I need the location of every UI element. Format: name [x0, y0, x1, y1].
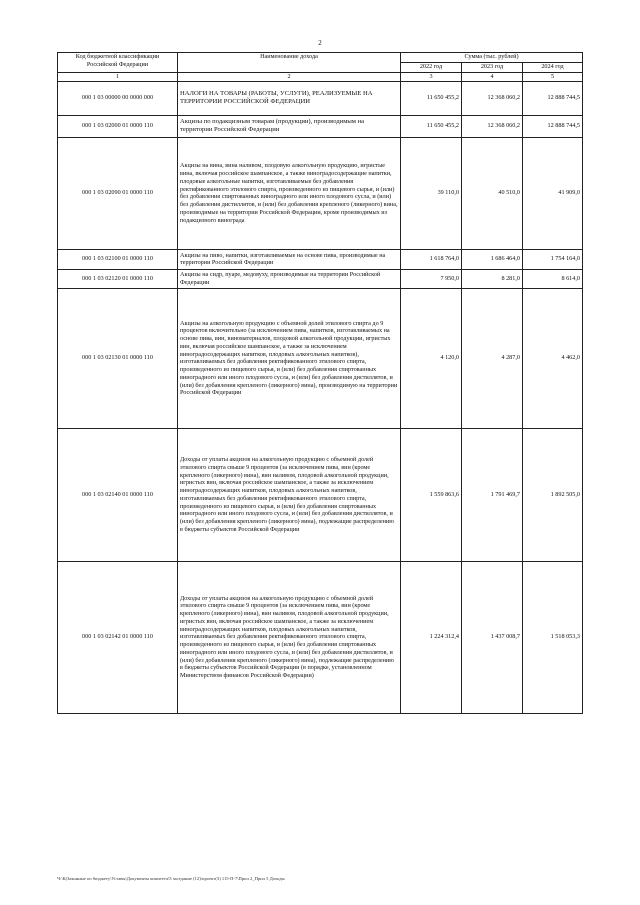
row-code: 000 1 03 02090 01 0000 110 [58, 137, 178, 249]
row-value-2024: 4 462,0 [523, 288, 583, 428]
col-index: 3 [401, 73, 462, 82]
row-value-2024: 1 518 053,3 [523, 561, 583, 713]
table-row [58, 249, 583, 269]
row-value-2022: 1 559 863,6 [401, 428, 462, 561]
row-code: 000 1 03 02120 01 0000 110 [58, 269, 178, 288]
row-code: 000 1 03 02140 01 0000 110 [58, 428, 178, 561]
row-value-2022: 1 224 312,4 [401, 561, 462, 713]
row-value-2023: 1 437 008,7 [462, 561, 523, 713]
col-index: 2 [178, 73, 401, 82]
row-value-2023: 1 791 469,7 [462, 428, 523, 561]
row-value-2024: 41 909,0 [523, 137, 583, 249]
row-value-2024: 12 888 744,5 [523, 115, 583, 137]
row-name: Акцизы на сидр, пуаре, медовуху, производимые на территории Российской Федерации [178, 269, 401, 288]
row-value-2022: 39 110,0 [401, 137, 462, 249]
table-row [58, 115, 583, 137]
row-value-2023: 12 368 060,2 [462, 115, 523, 137]
footer-file-path: Ч:\К(Законные по бюджету\Уставы\Документы комитета\5 заседание (12)\проект(3) 115-П-7\Прил 2_Прил 5 Доходы [57, 876, 285, 881]
row-name: Акцизы на пиво, напитки, изготавливаемые на основе пива, производимые на территории Российской Федерации [178, 249, 401, 269]
table-row [58, 269, 583, 288]
row-code: 000 1 03 02142 01 0000 110 [58, 561, 178, 713]
row-value-2024: 8 614,0 [523, 269, 583, 288]
row-name: НАЛОГИ НА ТОВАРЫ (РАБОТЫ, УСЛУГИ), РЕАЛИЗУЕМЫЕ НА ТЕРРИТОРИИ РОССИЙСКОЙ ФЕДЕРАЦИИ [178, 81, 401, 115]
row-value-2022: 4 120,0 [401, 288, 462, 428]
row-value-2023: 8 281,0 [462, 269, 523, 288]
col-index: 1 [58, 73, 178, 82]
row-value-2023: 4 287,0 [462, 288, 523, 428]
row-value-2023: 12 368 060,2 [462, 81, 523, 115]
table-row [58, 428, 583, 561]
row-code: 000 1 03 02100 01 0000 110 [58, 249, 178, 269]
col-index: 4 [462, 73, 523, 82]
table-row [58, 561, 583, 713]
row-value-2022: 7 950,0 [401, 269, 462, 288]
row-code: 000 1 03 02000 01 0000 110 [58, 115, 178, 137]
row-name: Доходы от уплаты акцизов на алкогольную продукцию с объемной долей этилового спирта свыше 9 процентов (за исключением пива, вин (кроме крепленого (ликерного) вина), вин наливом, плодовой алкогольной продукции, игристых вин, включая российское шампанское, а также за исключением виноградосодержащих напитков, плодовых алкогольных напитков, изготавливаемых без добавления ректификованного этилового спирта, произведенного из пищевого сырья, и (или) без добавления спиртованных виноградного или иного плодового сусла, и (или) без добавления дистиллятов, и (или) без добавления крепленого (ликерного) вина), подлежащие распределению в бюджеты субъектов Российской Федерации [178, 428, 401, 561]
page-number: 2 [318, 39, 322, 47]
row-value-2022: 11 650 455,2 [401, 81, 462, 115]
row-name: Доходы от уплаты акцизов на алкогольную продукцию с объемной долей этилового спирта свыше 9 процентов (за исключением пива, вин (кроме крепленого (ликерного) вина), вин наливом, плодовой алкогольной продукции, игристых вин, включая российское шампанское, а также за исключением виноградосодержащих напитков, плодовых алкогольных напитков, изготавливаемых без добавления ректификованного этилового спирта, произведенного из пищевого сырья, и (или) без добавления спиртованных виноградного или иного плодового сусла, и (или) без добавления дистиллятов, и (или) без добавления крепленого (ликерного) вина), подлежащие распределению в бюджеты субъектов Российской Федерации (в порядке, установленном Министерством финансов Российской Федерации) [178, 561, 401, 713]
column-index-row [58, 73, 583, 82]
row-value-2022: 1 618 764,0 [401, 249, 462, 269]
header-year-2023: 2023 год [462, 63, 523, 73]
header-year-2024: 2024 год [523, 63, 583, 73]
row-value-2023: 40 510,0 [462, 137, 523, 249]
table-row [58, 288, 583, 428]
table-row [58, 137, 583, 249]
row-value-2024: 12 888 744,5 [523, 81, 583, 115]
row-value-2023: 1 686 464,0 [462, 249, 523, 269]
header-sum: Сумма (тыс. рублей) [401, 53, 583, 63]
header-code: Код бюджетной классификации Российской Федерации [58, 53, 178, 73]
row-value-2022: 11 650 455,2 [401, 115, 462, 137]
row-name: Акцизы на алкогольную продукцию с объемной долей этилового спирта до 9 процентов включительно (за исключением пива, напитков, изготавливаемых на основе пива, вин, виноматериалов, плодовой алкогольной продукции, игристых вин, включая российское шампанское, а также за исключением виноградосодержащих напитков, плодовых алкогольных напитков), изготавливаемых без добавления ректификованного этилового спирта, произведенного из пищевого сырья, и (или) без добавления спиртованных виноградного или иного плодового сусла, и (или) без добавления дистиллятов, и (или) без добавления крепленого (ликерного) вина), производимую на территории Российской Федерации [178, 288, 401, 428]
row-code: 000 1 03 02130 01 0000 110 [58, 288, 178, 428]
header-name: Наименование дохода [178, 53, 401, 73]
table-row [58, 81, 583, 115]
row-value-2024: 1 892 505,0 [523, 428, 583, 561]
col-index: 5 [523, 73, 583, 82]
row-name: Акцизы по подакцизным товарам (продукции), производимым на территории Российской Федерации [178, 115, 401, 137]
header-year-2022: 2022 год [401, 63, 462, 73]
row-value-2024: 1 754 164,0 [523, 249, 583, 269]
row-code: 000 1 03 00000 00 0000 000 [58, 81, 178, 115]
row-name: Акцизы на вина, вина наливом, плодовую алкогольную продукцию, игристые вина, включая российское шампанское, а также виноградосодержащие напитки, плодовые алкогольные напитки, изготавливаемые без добавления ректификованного этилового спирта, произведенного из пищевого сырья, и (или) без добавления спиртованных виноградного или иного плодового сусла, и (или) без добавления дистиллятов, и (или) без добавления крепленого (ликерного) вина, производимые на территории Российской Федерации, кроме производимых из подакцизного винограда [178, 137, 401, 249]
revenue-table [57, 52, 583, 714]
